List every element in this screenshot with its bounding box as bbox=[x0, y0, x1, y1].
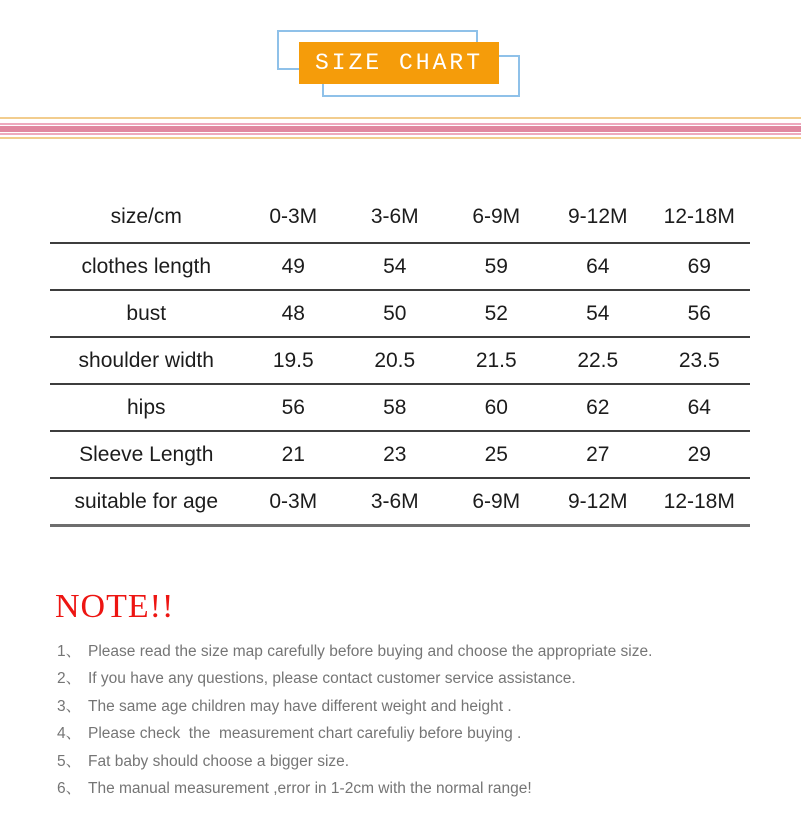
row-label: bust bbox=[50, 290, 243, 337]
table-cell: 49 bbox=[243, 243, 345, 290]
note-item-text: Please read the size map carefully before buying and choose the appropriate size. bbox=[88, 643, 653, 660]
note-item bbox=[57, 639, 777, 666]
table-cell: 54 bbox=[547, 290, 649, 337]
table-row bbox=[50, 431, 750, 478]
table-cell: 52 bbox=[446, 290, 548, 337]
row-label: shoulder width bbox=[50, 337, 243, 384]
table-cell: 29 bbox=[649, 431, 751, 478]
size-table-body bbox=[50, 243, 750, 526]
table-cell: 23 bbox=[344, 431, 446, 478]
table-cell: 48 bbox=[243, 290, 345, 337]
row-label: hips bbox=[50, 384, 243, 431]
table-row bbox=[50, 478, 750, 526]
column-header: 9-12M bbox=[547, 192, 649, 243]
table-cell: 3-6M bbox=[344, 478, 446, 526]
size-chart-title: SIZE CHART bbox=[314, 50, 484, 76]
table-cell: 54 bbox=[344, 243, 446, 290]
column-header: 12-18M bbox=[649, 192, 751, 243]
decor-stripe-pink-thick bbox=[0, 126, 801, 132]
column-header: 3-6M bbox=[344, 192, 446, 243]
table-cell: 69 bbox=[649, 243, 751, 290]
table-row bbox=[50, 243, 750, 290]
note-item-number: 2、 bbox=[57, 670, 82, 688]
table-cell: 27 bbox=[547, 431, 649, 478]
decor-stripe-pink-thin-bottom bbox=[0, 133, 801, 135]
note-item-number: 3、 bbox=[57, 697, 82, 715]
note-item-number: 4、 bbox=[57, 725, 82, 743]
column-header-unit: size/cm bbox=[50, 192, 243, 243]
table-cell: 64 bbox=[649, 384, 751, 431]
table-row bbox=[50, 384, 750, 431]
note-item bbox=[57, 776, 777, 803]
note-item bbox=[57, 666, 777, 693]
table-cell: 58 bbox=[344, 384, 446, 431]
note-list bbox=[57, 639, 777, 803]
table-cell: 60 bbox=[446, 384, 548, 431]
table-cell: 56 bbox=[649, 290, 751, 337]
table-cell: 50 bbox=[344, 290, 446, 337]
note-item-number: 1、 bbox=[57, 643, 82, 660]
note-item-text: If you have any questions, please contact customer service assistance. bbox=[88, 670, 576, 688]
table-cell: 62 bbox=[547, 384, 649, 431]
table-cell: 59 bbox=[446, 243, 548, 290]
size-table bbox=[50, 192, 750, 527]
note-item bbox=[57, 749, 777, 776]
size-chart-banner bbox=[299, 42, 499, 84]
table-cell: 21 bbox=[243, 431, 345, 478]
note-item-number: 6、 bbox=[57, 779, 82, 797]
row-label: Sleeve Length bbox=[50, 431, 243, 478]
table-cell: 19.5 bbox=[243, 337, 345, 384]
table-cell: 12-18M bbox=[649, 478, 751, 526]
note-heading: NOTE!! bbox=[55, 588, 175, 625]
note-item-text: Please check the measurement chart carefuliy before buying . bbox=[88, 725, 522, 743]
row-label: clothes length bbox=[50, 243, 243, 290]
table-cell: 6-9M bbox=[446, 478, 548, 526]
table-cell: 0-3M bbox=[243, 478, 345, 526]
table-cell: 21.5 bbox=[446, 337, 548, 384]
table-cell: 23.5 bbox=[649, 337, 751, 384]
table-cell: 22.5 bbox=[547, 337, 649, 384]
decor-stripe-tan-bottom bbox=[0, 137, 801, 139]
size-table-head bbox=[50, 192, 750, 243]
column-header: 0-3M bbox=[243, 192, 345, 243]
note-item-text: Fat baby should choose a bigger size. bbox=[88, 752, 350, 770]
note-item bbox=[57, 721, 777, 748]
note-item-text: The same age children may have different weight and height . bbox=[88, 697, 512, 715]
table-cell: 56 bbox=[243, 384, 345, 431]
header-banner bbox=[0, 0, 801, 110]
decor-stripe-pink-thin-top bbox=[0, 123, 801, 125]
decor-stripe-tan-top bbox=[0, 117, 801, 119]
table-row bbox=[50, 337, 750, 384]
note-item-text: The manual measurement ,error in 1-2cm with the normal range! bbox=[88, 779, 532, 797]
table-cell: 64 bbox=[547, 243, 649, 290]
table-cell: 20.5 bbox=[344, 337, 446, 384]
row-label: suitable for age bbox=[50, 478, 243, 526]
table-cell: 9-12M bbox=[547, 478, 649, 526]
note-item bbox=[57, 694, 777, 721]
column-header: 6-9M bbox=[446, 192, 548, 243]
size-table-header-row bbox=[50, 192, 750, 243]
table-cell: 25 bbox=[446, 431, 548, 478]
note-item-number: 5、 bbox=[57, 752, 82, 770]
table-row bbox=[50, 290, 750, 337]
